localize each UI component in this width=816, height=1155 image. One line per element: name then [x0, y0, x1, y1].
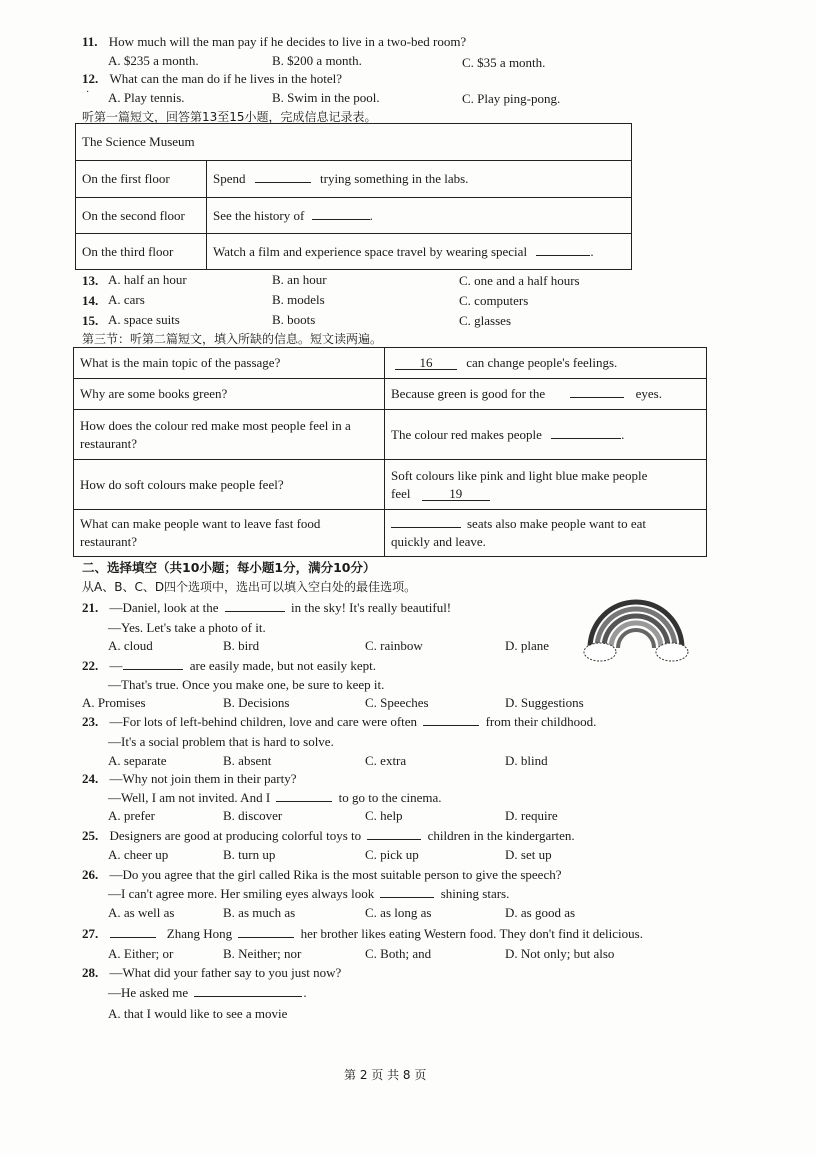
- answer-cell: Because green is good for the eyes.: [385, 379, 707, 410]
- question-cell: Why are some books green?: [74, 379, 385, 410]
- option-b: B. discover: [223, 808, 283, 823]
- dialogue-line: —It's a social problem that is hard to solve.: [108, 734, 334, 749]
- option-c: C. glasses: [459, 313, 511, 328]
- answer-blank[interactable]: [423, 714, 479, 726]
- option-c: C. Both; and: [365, 946, 432, 961]
- answer-blank[interactable]: [255, 171, 311, 183]
- answer-cell: seats also make people want to eat quickly and leave.: [385, 510, 707, 557]
- option-a: A. space suits: [108, 312, 180, 327]
- answer-blank[interactable]: [225, 600, 285, 612]
- answer-blank[interactable]: [551, 427, 621, 439]
- option-a: A. Either; or: [108, 946, 174, 961]
- answer-blank[interactable]: [110, 926, 156, 938]
- part-instructions: 从A、B、C、D四个选项中，选出可以填入空白处的最佳选项。: [82, 580, 417, 594]
- section-intro: 听第一篇短文，回答第13至15小题，完成信息记录表。: [82, 110, 377, 124]
- question-text: How much will the man pay if he decides to live in a two-bed room?: [108, 34, 467, 49]
- option-b: B. as much as: [223, 905, 296, 920]
- question-21: 21. —Daniel, look at the in the sky! It's really beautiful!: [82, 600, 452, 615]
- question-27: 27. Zhang Hong her brother likes eating Western food. They don't find it delicious.: [82, 926, 643, 941]
- option-d: D. Suggestions: [505, 695, 584, 710]
- option-a: A. prefer: [108, 808, 155, 823]
- option-a: A. separate: [108, 753, 167, 768]
- option-a: A. half an hour: [108, 272, 187, 287]
- question-cell: How do soft colours make people feel?: [74, 460, 385, 510]
- question-25: 25. Designers are good at producing colorful toys to children in the kindergarten.: [82, 828, 575, 843]
- rainbow-illustration: [580, 590, 692, 666]
- option-d: D. set up: [505, 847, 552, 862]
- option-c: C. pick up: [365, 847, 419, 862]
- option-d: D. require: [505, 808, 558, 823]
- option-b: B. $200 a month.: [272, 53, 362, 68]
- answer-blank-16[interactable]: 16: [395, 356, 457, 370]
- floor-label: On the second floor: [76, 198, 207, 234]
- question-24: 24. —Why not join them in their party?: [82, 771, 297, 786]
- option-c: C. help: [365, 808, 403, 823]
- answer-cell: 16 can change people's feelings.: [385, 348, 707, 379]
- answer-blank[interactable]: [123, 658, 183, 670]
- floor-label: On the third floor: [76, 234, 207, 270]
- answer-blank[interactable]: [276, 790, 332, 802]
- question-23: 23. —For lots of left-behind children, love and care were often from their childhood.: [82, 714, 597, 729]
- option-a: A. that I would like to see a movie: [108, 1006, 288, 1021]
- option-c: C. rainbow: [365, 638, 423, 653]
- floor-info: See the history of .: [207, 198, 632, 234]
- option-d: D. as good as: [505, 905, 576, 920]
- option-b: B. Swim in the pool.: [272, 90, 380, 105]
- dialogue-line: —He asked me .: [108, 985, 307, 1000]
- option-c: C. one and a half hours: [459, 273, 580, 288]
- option-b: B. an hour: [272, 272, 327, 287]
- dialogue-line: —That's true. Once you make one, be sure to keep it.: [108, 677, 385, 692]
- question-cell: What is the main topic of the passage?: [74, 348, 385, 379]
- option-d: D. plane: [505, 638, 550, 653]
- page-footer: 第 2 页 共 8 页: [344, 1068, 427, 1082]
- floor-label: On the first floor: [76, 161, 207, 198]
- question-number: 11.: [82, 34, 98, 49]
- question-text: What can the man do if he lives in the hotel?: [109, 71, 342, 86]
- option-b: B. Decisions: [223, 695, 290, 710]
- option-a: A. cloud: [108, 638, 153, 653]
- question-number: 13.: [82, 273, 99, 288]
- answer-blank[interactable]: [380, 886, 434, 898]
- answer-blank-19[interactable]: 19: [422, 487, 490, 501]
- option-a: A. $235 a month.: [108, 53, 199, 68]
- answer-blank[interactable]: [367, 828, 421, 840]
- answer-blank[interactable]: [312, 208, 370, 220]
- option-b: B. absent: [223, 753, 272, 768]
- option-a: A. as well as: [108, 905, 175, 920]
- question-26: 26. —Do you agree that the girl called Rika is the most suitable person to give the speech?: [82, 867, 562, 882]
- option-b: B. Neither; nor: [223, 946, 302, 961]
- option-c: C. computers: [459, 293, 529, 308]
- option-c: C. $35 a month.: [462, 55, 546, 70]
- stray-dot: ·: [86, 87, 90, 98]
- question-22: 22. — are easily made, but not easily kept.: [82, 658, 377, 673]
- answer-cell: Soft colours like pink and light blue make people feel 19: [385, 460, 707, 510]
- question-cell: How does the colour red make most people feel in a restaurant?: [74, 410, 385, 460]
- option-a: A. Play tennis.: [108, 90, 185, 105]
- option-a: A. cars: [108, 292, 145, 307]
- dialogue-line: —I can't agree more. Her smiling eyes always look shining stars.: [108, 886, 510, 901]
- question-cell: What can make people want to leave fast food restaurant?: [74, 510, 385, 557]
- question-number: 14.: [82, 293, 99, 308]
- option-a: A. Promises: [82, 695, 146, 710]
- option-d: D. blind: [505, 753, 548, 768]
- option-b: B. bird: [223, 638, 260, 653]
- option-c: C. as long as: [365, 905, 432, 920]
- option-c: C. Play ping-pong.: [462, 91, 561, 106]
- question-number: 12.: [82, 71, 99, 86]
- answer-blank[interactable]: [570, 386, 624, 398]
- question-28: 28. —What did your father say to you just now?: [82, 965, 342, 980]
- part-heading: 二、选择填空（共10小题；每小题1分，满分10分）: [82, 560, 376, 575]
- question-11: [82, 34, 466, 50]
- question-12: [82, 71, 342, 87]
- answer-cell: The colour red makes people .: [385, 410, 707, 460]
- option-b: B. models: [272, 292, 325, 307]
- answer-blank[interactable]: [238, 926, 294, 938]
- question-number: 15.: [82, 313, 99, 328]
- option-c: C. extra: [365, 753, 407, 768]
- dialogue-line: —Yes. Let's take a photo of it.: [108, 620, 266, 635]
- option-d: D. Not only; but also: [505, 946, 615, 961]
- floor-info: Spend trying something in the labs.: [207, 161, 632, 198]
- option-b: B. boots: [272, 312, 316, 327]
- table-title: The Science Museum: [76, 124, 632, 161]
- science-museum-table: [75, 123, 632, 270]
- answer-blank[interactable]: [194, 985, 302, 997]
- floor-info: Watch a film and experience space travel by wearing special .: [207, 234, 632, 270]
- option-c: C. Speeches: [365, 695, 429, 710]
- option-b: B. turn up: [223, 847, 276, 862]
- answer-blank[interactable]: [536, 244, 590, 256]
- answer-blank[interactable]: [391, 516, 461, 528]
- passage-info-table: [73, 347, 707, 557]
- section-intro: 第三节：听第二篇短文，填入所缺的信息。短文读两遍。: [82, 332, 383, 346]
- option-a: A. cheer up: [108, 847, 169, 862]
- dialogue-line: —Well, I am not invited. And I to go to the cinema.: [108, 790, 442, 805]
